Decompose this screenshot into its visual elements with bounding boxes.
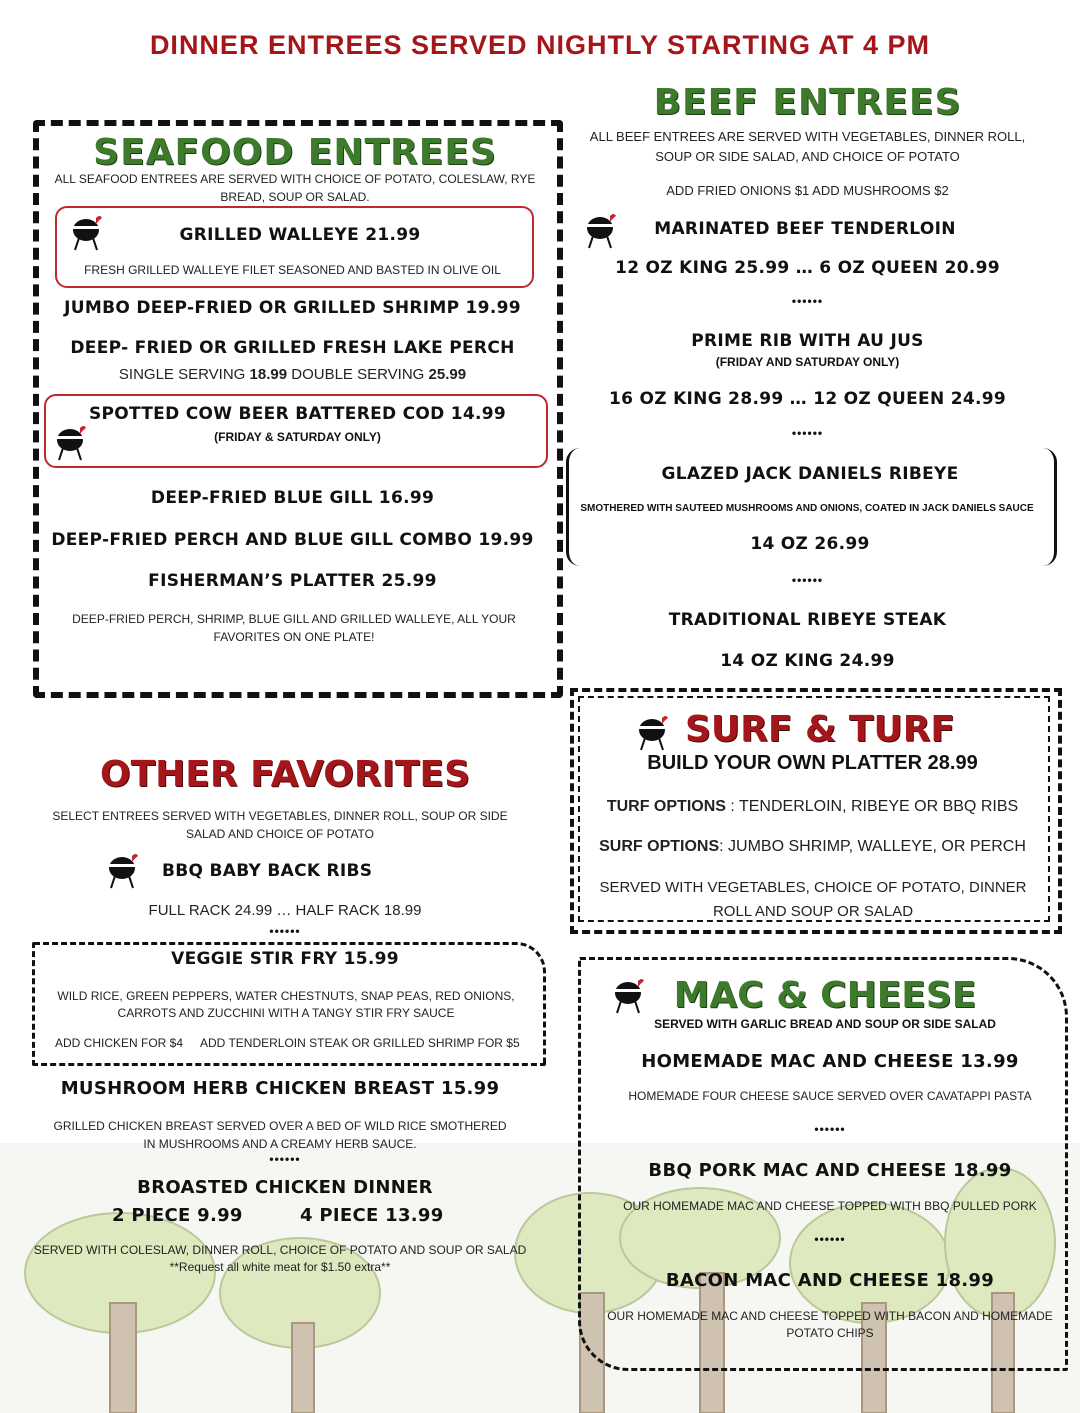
separator-dots: •••••• [791, 426, 824, 440]
prime-rib-sizes: 16 OZ KING 28.99 … 12 OZ QUEEN 24.99 [609, 389, 1006, 409]
turf-options-label: TURF OPTIONS [606, 798, 726, 815]
walleye-name: GRILLED WALLEYE 21.99 [179, 225, 421, 245]
grill-icon [612, 975, 646, 1015]
jack-price: 14 OZ 26.99 [750, 534, 870, 554]
jack-desc: SMOTHERED WITH SAUTEED MUSHROOMS AND ONIONS, COATED IN JACK DANIELS SAUCE [580, 503, 1034, 514]
veggie-name: VEGGIE STIR FRY 15.99 [171, 949, 399, 969]
cod-note: (FRIDAY & SATURDAY ONLY) [214, 430, 381, 444]
separator-dots: •••••• [269, 1152, 301, 1166]
grill-icon [636, 712, 670, 752]
grill-icon [106, 850, 140, 890]
broasted-served: SERVED WITH COLESLAW, DINNER ROLL, CHOICE OF POTATO AND SOUP OR SALAD [33, 1243, 527, 1257]
chicken-breast-desc: GRILLED CHICKEN BREAST SERVED OVER A BED OF WILD RICE SMOTHERED IN MUSHROOMS AND A CREAMY HERB SAUCE. [53, 1119, 507, 1151]
mac-subtitle: SERVED WITH GARLIC BREAD AND SOUP OR SIDE SALAD [654, 1017, 996, 1031]
separator-dots: •••••• [791, 294, 824, 308]
surf-turf-served: SERVED WITH VEGETABLES, CHOICE OF POTATO, DINNER ROLL AND SOUP OR SALAD [599, 879, 1027, 920]
bacon-mac-desc: OUR HOMEMADE MAC AND CHEESE TOPPED WITH BACON AND HOMEMADE POTATO CHIPS [607, 1309, 1053, 1340]
surf-options-text: : JUMBO SHRIMP, WALLEYE, OR PERCH [719, 838, 1026, 855]
page-title: DINNER ENTREES SERVED NIGHTLY STARTING AT 4 PM [149, 30, 931, 60]
broasted-two-piece: 2 PIECE 9.99 [112, 1205, 243, 1226]
combo-item: DEEP-FRIED PERCH AND BLUE GILL COMBO 19.99 [51, 530, 534, 550]
tenderloin-sizes: 12 OZ KING 25.99 … 6 OZ QUEEN 20.99 [615, 258, 1000, 278]
ribeye-name: TRADITIONAL RIBEYE STEAK [668, 610, 947, 630]
seafood-title: SEAFOOD ENTREES [93, 132, 497, 173]
ribs-name: BBQ BABY BACK RIBS [162, 861, 373, 881]
mac-title: MAC & CHEESE [673, 975, 977, 1016]
perch-double-label: DOUBLE SERVING [287, 366, 429, 383]
jack-name: GLAZED JACK DANIELS RIBEYE [661, 464, 959, 484]
other-title: OTHER FAVORITES [99, 754, 471, 795]
platter-item: FISHERMAN’S PLATTER 25.99 [148, 571, 437, 591]
grill-icon [70, 212, 104, 252]
separator-dots: •••••• [269, 924, 301, 938]
homemade-mac-name: HOMEMADE MAC AND CHEESE 13.99 [641, 1051, 1019, 1072]
beef-title: BEEF ENTREES [653, 82, 962, 123]
shrimp-item: JUMBO DEEP-FRIED OR GRILLED SHRIMP 19.99 [64, 298, 521, 318]
prime-rib-note: (FRIDAY AND SATURDAY ONLY) [715, 355, 900, 369]
separator-dots: •••••• [814, 1122, 846, 1136]
surf-turf-title: SURF & TURF [684, 709, 956, 750]
broasted-note: **Request all white meat for $1.50 extra** [169, 1260, 391, 1274]
broasted-four-piece: 4 PIECE 13.99 [300, 1205, 444, 1226]
perch-item: DEEP- FRIED OR GRILLED FRESH LAKE PERCH [70, 338, 515, 358]
homemade-mac-desc: HOMEMADE FOUR CHEESE SAUCE SERVED OVER CAVATAPPI PASTA [628, 1089, 1032, 1103]
veggie-add-steak: ADD TENDERLOIN STEAK OR GRILLED SHRIMP FOR $5 [200, 1036, 520, 1050]
seafood-intro: ALL SEAFOOD ENTREES ARE SERVED WITH CHOICE OF POTATO, COLESLAW, RYE BREAD, SOUP OR SALAD. [54, 172, 536, 204]
ribs-prices: FULL RACK 24.99 … HALF RACK 18.99 [148, 902, 422, 919]
veggie-desc: WILD RICE, GREEN PEPPERS, WATER CHESTNUTS, SNAP PEAS, RED ONIONS, CARROTS AND ZUCCHINI WITH A TANGY STIR FRY SAUCE [57, 989, 515, 1020]
surf-options [580, 838, 1045, 856]
bbq-mac-desc: OUR HOMEMADE MAC AND CHEESE TOPPED WITH BBQ PULLED PORK [623, 1199, 1037, 1213]
surf-turf-subtitle: BUILD YOUR OWN PLATTER 28.99 [647, 752, 978, 774]
perch-single-price: 18.99 [249, 366, 288, 383]
jack-right-brace [1040, 448, 1057, 566]
beef-intro: ALL BEEF ENTREES ARE SERVED WITH VEGETABLES, DINNER ROLL, SOUP OR SIDE SALAD, AND CHOICE OF POTATO [589, 129, 1026, 164]
cod-name: SPOTTED COW BEER BATTERED COD 14.99 [88, 404, 507, 424]
perch-double-price: 25.99 [428, 366, 467, 383]
surf-options-label: SURF OPTIONS [599, 838, 720, 855]
beef-addons: ADD FRIED ONIONS $1 ADD MUSHROOMS $2 [666, 183, 949, 198]
other-intro: SELECT ENTREES SERVED WITH VEGETABLES, DINNER ROLL, SOUP OR SIDE SALAD AND CHOICE OF POTATO [52, 809, 508, 841]
platter-desc: DEEP-FRIED PERCH, SHRIMP, BLUE GILL AND GRILLED WALLEYE, ALL YOUR FAVORITES ON ONE PLATE! [72, 612, 516, 644]
veggie-add-chicken: ADD CHICKEN FOR $4 [55, 1036, 184, 1050]
perch-prices [40, 366, 545, 383]
bacon-mac-name: BACON MAC AND CHEESE 18.99 [665, 1270, 995, 1291]
tenderloin-name: MARINATED BEEF TENDERLOIN [654, 219, 956, 239]
turf-options-text: : TENDERLOIN, RIBEYE OR BBQ RIBS [725, 798, 1019, 815]
perch-single-label: SINGLE SERVING [118, 366, 250, 383]
ribeye-price: 14 OZ KING 24.99 [720, 651, 895, 671]
separator-dots: •••••• [791, 573, 824, 587]
bbq-mac-name: BBQ PORK MAC AND CHEESE 18.99 [648, 1160, 1012, 1181]
prime-rib-name: PRIME RIB WITH AU JUS [691, 331, 924, 351]
walleye-desc: FRESH GRILLED WALLEYE FILET SEASONED AND BASTED IN OLIVE OIL [84, 263, 501, 277]
bluegill-item: DEEP-FRIED BLUE GILL 16.99 [150, 488, 435, 508]
chicken-breast-name: MUSHROOM HERB CHICKEN BREAST 15.99 [60, 1078, 500, 1099]
turf-options [580, 798, 1045, 816]
broasted-name: BROASTED CHICKEN DINNER [137, 1177, 433, 1198]
separator-dots: •••••• [814, 1232, 846, 1246]
